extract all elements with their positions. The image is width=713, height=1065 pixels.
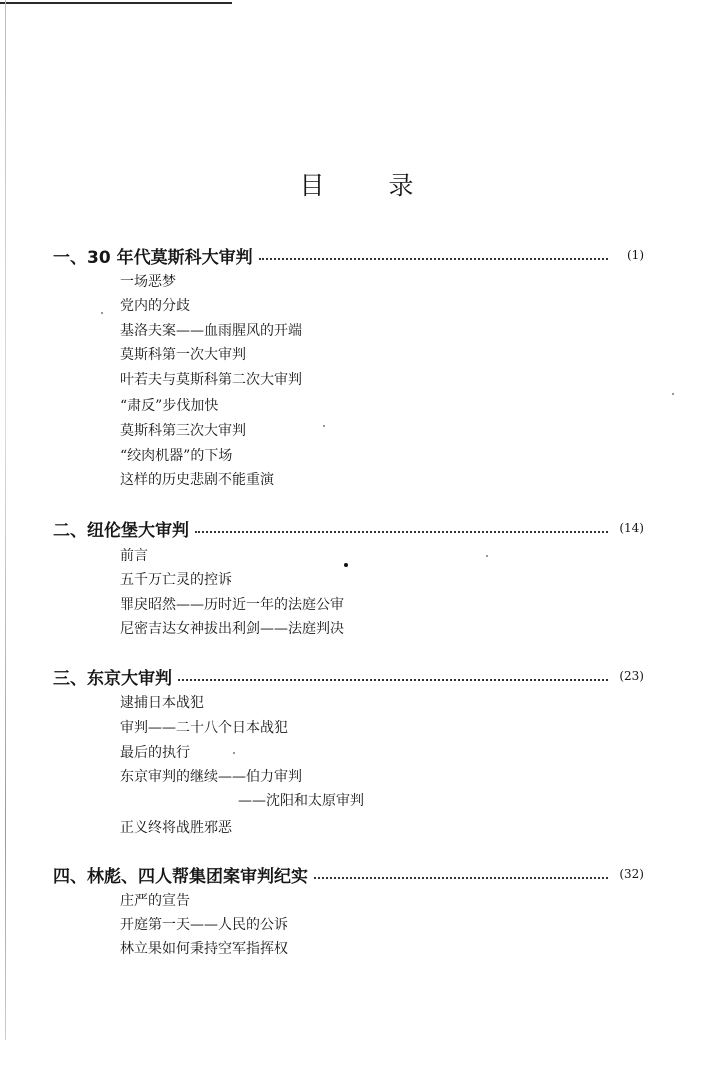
chapter-title: 二、纽伦堡大审判 [53, 520, 189, 541]
chapter-title: 一、30 年代莫斯科大审判 [53, 247, 253, 268]
section-entry[interactable]: 最后的执行 [120, 745, 190, 761]
chapter-1[interactable] [53, 243, 644, 267]
chapter-title: 四、林彪、四人帮集团案审判纪实 [53, 866, 308, 887]
chapter-page-number: (1) [627, 248, 644, 262]
scan-speck [344, 563, 348, 567]
section-entry[interactable]: 东京审判的继续——伯力审判 [120, 769, 302, 785]
dot-leader [195, 530, 608, 533]
section-entry[interactable]: 逮捕日本战犯 [120, 695, 204, 711]
dot-leader [259, 257, 608, 260]
chapter-page-number: (23) [619, 669, 644, 683]
section-entry[interactable]: 前言 [120, 548, 148, 564]
dot-leader [314, 876, 608, 879]
section-entry[interactable]: 林立果如何秉持空军指挥权 [120, 941, 288, 957]
scan-speck [486, 555, 488, 557]
section-entry-continued[interactable]: ——沈阳和太原审判 [238, 793, 364, 809]
section-entry[interactable]: 正义终将战胜邪恶 [120, 820, 232, 836]
section-entry[interactable]: 审判——二十八个日本战犯 [120, 720, 288, 736]
section-entry[interactable]: 这样的历史悲剧不能重演 [120, 472, 274, 488]
section-entry[interactable]: 一场恶梦 [120, 274, 176, 290]
section-entry[interactable]: 庄严的宣告 [120, 893, 190, 909]
scan-left-edge [5, 0, 6, 1040]
chapter-2[interactable] [53, 516, 644, 540]
section-entry[interactable]: 基洛夫案——血雨腥风的开端 [120, 323, 302, 339]
section-entry[interactable]: 罪戾昭然——历时近一年的法庭公审 [120, 597, 344, 613]
section-entry[interactable]: 莫斯科第三次大审判 [120, 423, 246, 439]
section-entry[interactable]: 尼密吉达女神拔出利剑——法庭判决 [120, 621, 344, 637]
scan-speck [233, 752, 235, 754]
scan-top-border [0, 2, 232, 4]
chapter-title: 三、东京大审判 [53, 668, 172, 689]
scan-speck [323, 425, 325, 427]
dot-leader [178, 678, 608, 681]
section-entry[interactable]: 叶若夫与莫斯科第二次大审判 [120, 372, 302, 388]
section-entry[interactable]: 党内的分歧 [120, 298, 190, 314]
chapter-page-number: (14) [619, 521, 644, 535]
scan-speck [101, 312, 103, 314]
chapter-3[interactable] [53, 664, 644, 688]
section-entry[interactable]: “绞肉机器”的下场 [120, 448, 233, 464]
chapter-page-number: (32) [619, 867, 644, 881]
section-entry[interactable]: 开庭第一天——人民的公诉 [120, 917, 288, 933]
section-entry[interactable]: 莫斯科第一次大审判 [120, 347, 246, 363]
chapter-4[interactable] [53, 862, 644, 886]
section-entry[interactable]: 五千万亡灵的控诉 [120, 572, 232, 588]
scan-speck [672, 393, 674, 395]
page-title: 目 录 [299, 171, 442, 200]
section-entry[interactable]: “肃反”步伐加快 [120, 398, 219, 414]
